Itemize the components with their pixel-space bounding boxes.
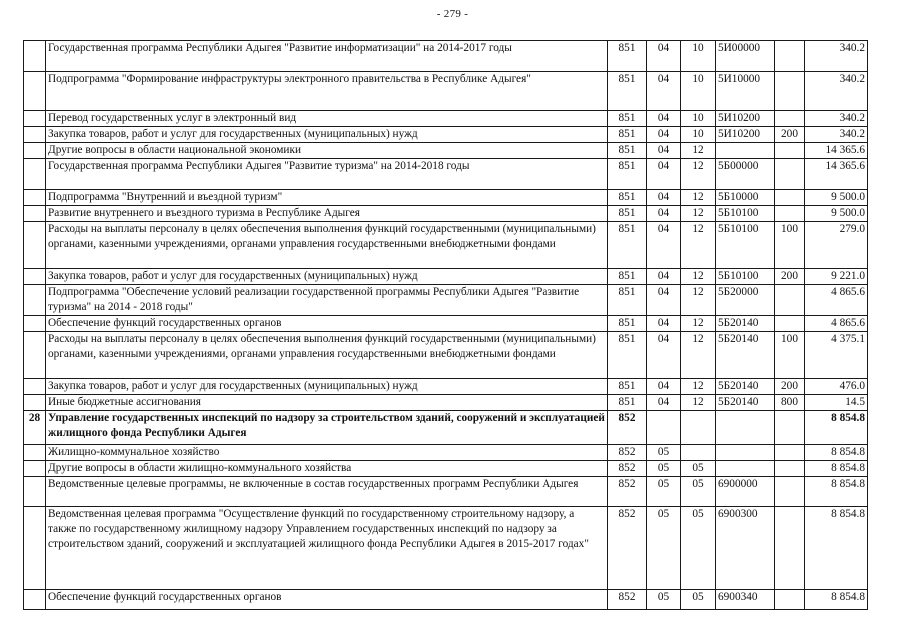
- table-row: [24, 332, 868, 379]
- section-code-cell: 05: [647, 507, 681, 590]
- ministry-code-cell: 851: [608, 72, 647, 111]
- table-row: [24, 590, 868, 610]
- expense-type-code-cell: 100: [775, 222, 805, 269]
- section-code-cell: 04: [647, 127, 681, 143]
- expense-name-cell: Другие вопросы в области жилищно-коммунального хозяйства: [46, 461, 608, 477]
- table-row: [24, 41, 868, 72]
- section-code-cell: 04: [647, 395, 681, 411]
- target-article-code-cell: [716, 411, 775, 445]
- target-article-code-cell: 5Б20140: [716, 395, 775, 411]
- section-code-cell: 05: [647, 445, 681, 461]
- ministry-code-cell: 851: [608, 395, 647, 411]
- row-number-cell: 28: [24, 411, 46, 445]
- ministry-code-cell: 851: [608, 316, 647, 332]
- row-number-cell: [24, 445, 46, 461]
- subsection-code-cell: 12: [681, 379, 716, 395]
- row-number-cell: [24, 285, 46, 316]
- expense-name-cell: Ведомственные целевые программы, не включенные в состав государственных программ Республики Адыгея: [46, 477, 608, 507]
- ministry-code-cell: 851: [608, 332, 647, 379]
- section-code-cell: 04: [647, 269, 681, 285]
- expense-type-code-cell: [775, 477, 805, 507]
- subsection-code-cell: 12: [681, 222, 716, 269]
- section-code-cell: 04: [647, 285, 681, 316]
- expense-name-cell: Подпрограмма "Формирование инфраструктуры электронного правительства в Республике Адыгея": [46, 72, 608, 111]
- section-code-cell: 04: [647, 72, 681, 111]
- expense-name-cell: Государственная программа Республики Адыгея "Развитие туризма" на 2014-2018 годы: [46, 159, 608, 190]
- target-article-code-cell: 6900300: [716, 507, 775, 590]
- expense-type-code-cell: [775, 143, 805, 159]
- target-article-code-cell: 5Б10100: [716, 206, 775, 222]
- amount-cell: 340.2: [805, 127, 868, 143]
- section-code-cell: 04: [647, 222, 681, 269]
- expense-type-code-cell: [775, 72, 805, 111]
- table-row: [24, 190, 868, 206]
- expense-type-code-cell: [775, 316, 805, 332]
- row-number-cell: [24, 72, 46, 111]
- subsection-code-cell: [681, 411, 716, 445]
- amount-cell: 8 854.8: [805, 461, 868, 477]
- target-article-code-cell: [716, 143, 775, 159]
- row-number-cell: [24, 269, 46, 285]
- subsection-code-cell: 12: [681, 316, 716, 332]
- table-row: [24, 111, 868, 127]
- ministry-code-cell: 851: [608, 269, 647, 285]
- row-number-cell: [24, 332, 46, 379]
- expense-type-code-cell: [775, 411, 805, 445]
- expense-type-code-cell: 100: [775, 332, 805, 379]
- target-article-code-cell: 5Б20140: [716, 379, 775, 395]
- table-row: [24, 411, 868, 445]
- amount-cell: 8 854.8: [805, 411, 868, 445]
- subsection-code-cell: 10: [681, 72, 716, 111]
- amount-cell: 8 854.8: [805, 477, 868, 507]
- expense-name-cell: Закупка товаров, работ и услуг для государственных (муниципальных) нужд: [46, 127, 608, 143]
- ministry-code-cell: 852: [608, 411, 647, 445]
- amount-cell: 8 854.8: [805, 445, 868, 461]
- expense-name-cell: Закупка товаров, работ и услуг для государственных (муниципальных) нужд: [46, 269, 608, 285]
- expense-name-cell: Перевод государственных услуг в электронный вид: [46, 111, 608, 127]
- expense-name-cell: Расходы на выплаты персоналу в целях обеспечения выполнения функций государственными (муниципальными) органами, казенными учреждениями, органами управления государственными внебюджетными фондами: [46, 332, 608, 379]
- expense-type-code-cell: [775, 159, 805, 190]
- subsection-code-cell: 12: [681, 206, 716, 222]
- section-code-cell: 04: [647, 143, 681, 159]
- subsection-code-cell: 12: [681, 395, 716, 411]
- table-row: [24, 143, 868, 159]
- expense-name-cell: Расходы на выплаты персоналу в целях обеспечения выполнения функций государственными (муниципальными) органами, казенными учреждениями, органами управления государственными внебюджетными фондами: [46, 222, 608, 269]
- table-row: [24, 269, 868, 285]
- section-code-cell: 04: [647, 159, 681, 190]
- expense-type-code-cell: 800: [775, 395, 805, 411]
- row-number-cell: [24, 590, 46, 610]
- subsection-code-cell: 12: [681, 159, 716, 190]
- subsection-code-cell: [681, 445, 716, 461]
- expense-name-cell: Иные бюджетные ассигнования: [46, 395, 608, 411]
- section-code-cell: 05: [647, 477, 681, 507]
- ministry-code-cell: 851: [608, 127, 647, 143]
- amount-cell: 14.5: [805, 395, 868, 411]
- target-article-code-cell: 5Б10100: [716, 222, 775, 269]
- table-row: [24, 395, 868, 411]
- subsection-code-cell: 12: [681, 332, 716, 379]
- row-number-cell: [24, 41, 46, 72]
- expense-type-code-cell: [775, 190, 805, 206]
- expense-type-code-cell: [775, 41, 805, 72]
- section-code-cell: 04: [647, 190, 681, 206]
- table-row: [24, 127, 868, 143]
- expense-type-code-cell: [775, 206, 805, 222]
- expense-name-cell: Государственная программа Республики Адыгея "Развитие информатизации" на 2014-2017 годы: [46, 41, 608, 72]
- expense-type-code-cell: [775, 507, 805, 590]
- amount-cell: 476.0: [805, 379, 868, 395]
- expense-type-code-cell: [775, 445, 805, 461]
- page-number: - 279 -: [436, 8, 469, 20]
- table-row: [24, 379, 868, 395]
- row-number-cell: [24, 159, 46, 190]
- subsection-code-cell: 12: [681, 143, 716, 159]
- amount-cell: 4 865.6: [805, 316, 868, 332]
- row-number-cell: [24, 507, 46, 590]
- expense-type-code-cell: 200: [775, 127, 805, 143]
- expense-type-code-cell: 200: [775, 269, 805, 285]
- expense-type-code-cell: [775, 590, 805, 610]
- target-article-code-cell: 5И10200: [716, 127, 775, 143]
- amount-cell: 279.0: [805, 222, 868, 269]
- amount-cell: 4 375.1: [805, 332, 868, 379]
- row-number-cell: [24, 477, 46, 507]
- table-row: [24, 445, 868, 461]
- amount-cell: 9 500.0: [805, 190, 868, 206]
- target-article-code-cell: 6900000: [716, 477, 775, 507]
- amount-cell: 14 365.6: [805, 159, 868, 190]
- subsection-code-cell: 10: [681, 127, 716, 143]
- row-number-cell: [24, 222, 46, 269]
- amount-cell: 9 500.0: [805, 206, 868, 222]
- target-article-code-cell: 5И10000: [716, 72, 775, 111]
- amount-cell: 340.2: [805, 111, 868, 127]
- section-code-cell: 04: [647, 332, 681, 379]
- ministry-code-cell: 851: [608, 143, 647, 159]
- expense-name-cell: Жилищно-коммунальное хозяйство: [46, 445, 608, 461]
- section-code-cell: 05: [647, 461, 681, 477]
- table-row: [24, 206, 868, 222]
- target-article-code-cell: 5Б10000: [716, 190, 775, 206]
- subsection-code-cell: 10: [681, 111, 716, 127]
- section-code-cell: 04: [647, 41, 681, 72]
- subsection-code-cell: 12: [681, 190, 716, 206]
- ministry-code-cell: 852: [608, 461, 647, 477]
- row-number-cell: [24, 190, 46, 206]
- row-number-cell: [24, 206, 46, 222]
- section-code-cell: [647, 411, 681, 445]
- expense-name-cell: Закупка товаров, работ и услуг для государственных (муниципальных) нужд: [46, 379, 608, 395]
- section-code-cell: 04: [647, 111, 681, 127]
- table-row: [24, 316, 868, 332]
- expense-type-code-cell: [775, 461, 805, 477]
- table-body: [24, 41, 868, 610]
- amount-cell: 9 221.0: [805, 269, 868, 285]
- target-article-code-cell: 5Б10100: [716, 269, 775, 285]
- table-row: [24, 285, 868, 316]
- ministry-code-cell: 851: [608, 159, 647, 190]
- amount-cell: 8 854.8: [805, 590, 868, 610]
- target-article-code-cell: [716, 461, 775, 477]
- expense-name-cell: Обеспечение функций государственных органов: [46, 316, 608, 332]
- target-article-code-cell: 5И10200: [716, 111, 775, 127]
- section-code-cell: 04: [647, 206, 681, 222]
- table-row: [24, 159, 868, 190]
- expense-name-cell: Развитие внутреннего и въездного туризма в Республике Адыгея: [46, 206, 608, 222]
- row-number-cell: [24, 143, 46, 159]
- expense-name-cell: Обеспечение функций государственных органов: [46, 590, 608, 610]
- section-code-cell: 05: [647, 590, 681, 610]
- expense-name-cell: Подпрограмма "Обеспечение условий реализации государственной программы Республики Адыгея "Развитие туризма" на 2014 - 2018 годы": [46, 285, 608, 316]
- subsection-code-cell: 05: [681, 590, 716, 610]
- budget-table: [23, 40, 868, 610]
- expense-name-cell: Управление государственных инспекций по надзору за строительством зданий, сооружений и эксплуатацией жилищного фонда Республики Адыгея: [46, 411, 608, 445]
- expense-name-cell: Ведомственная целевая программа "Осуществление функций по государственному строительному надзору, а также по государственному жилищному надзору Управлением государственных инспекций по надзору за строительством зданий, сооружений и эксплуатацией жилищного фонда Республики Адыгея в 2015-2017 годах": [46, 507, 608, 590]
- expense-type-code-cell: [775, 111, 805, 127]
- expense-name-cell: Подпрограмма "Внутренний и въездной туризм": [46, 190, 608, 206]
- amount-cell: 4 865.6: [805, 285, 868, 316]
- amount-cell: 340.2: [805, 41, 868, 72]
- target-article-code-cell: 6900340: [716, 590, 775, 610]
- subsection-code-cell: 05: [681, 477, 716, 507]
- expense-type-code-cell: [775, 285, 805, 316]
- target-article-code-cell: 5Б20000: [716, 285, 775, 316]
- subsection-code-cell: 05: [681, 507, 716, 590]
- ministry-code-cell: 851: [608, 285, 647, 316]
- subsection-code-cell: 05: [681, 461, 716, 477]
- expense-name-cell: Другие вопросы в области национальной экономики: [46, 143, 608, 159]
- subsection-code-cell: 10: [681, 41, 716, 72]
- amount-cell: 8 854.8: [805, 507, 868, 590]
- ministry-code-cell: 852: [608, 507, 647, 590]
- ministry-code-cell: 852: [608, 590, 647, 610]
- ministry-code-cell: 851: [608, 41, 647, 72]
- ministry-code-cell: 851: [608, 206, 647, 222]
- amount-cell: 340.2: [805, 72, 868, 111]
- row-number-cell: [24, 379, 46, 395]
- row-number-cell: [24, 461, 46, 477]
- ministry-code-cell: 851: [608, 222, 647, 269]
- ministry-code-cell: 851: [608, 190, 647, 206]
- target-article-code-cell: [716, 445, 775, 461]
- row-number-cell: [24, 127, 46, 143]
- row-number-cell: [24, 111, 46, 127]
- ministry-code-cell: 851: [608, 111, 647, 127]
- target-article-code-cell: 5И00000: [716, 41, 775, 72]
- section-code-cell: 04: [647, 316, 681, 332]
- target-article-code-cell: 5Б20140: [716, 332, 775, 379]
- table-row: [24, 461, 868, 477]
- ministry-code-cell: 852: [608, 445, 647, 461]
- table-row: [24, 72, 868, 111]
- target-article-code-cell: 5Б00000: [716, 159, 775, 190]
- table-row: [24, 222, 868, 269]
- table-row: [24, 477, 868, 507]
- subsection-code-cell: 12: [681, 285, 716, 316]
- row-number-cell: [24, 316, 46, 332]
- subsection-code-cell: 12: [681, 269, 716, 285]
- ministry-code-cell: 851: [608, 379, 647, 395]
- amount-cell: 14 365.6: [805, 143, 868, 159]
- ministry-code-cell: 852: [608, 477, 647, 507]
- target-article-code-cell: 5Б20140: [716, 316, 775, 332]
- row-number-cell: [24, 395, 46, 411]
- expense-type-code-cell: 200: [775, 379, 805, 395]
- section-code-cell: 04: [647, 379, 681, 395]
- table-row: [24, 507, 868, 590]
